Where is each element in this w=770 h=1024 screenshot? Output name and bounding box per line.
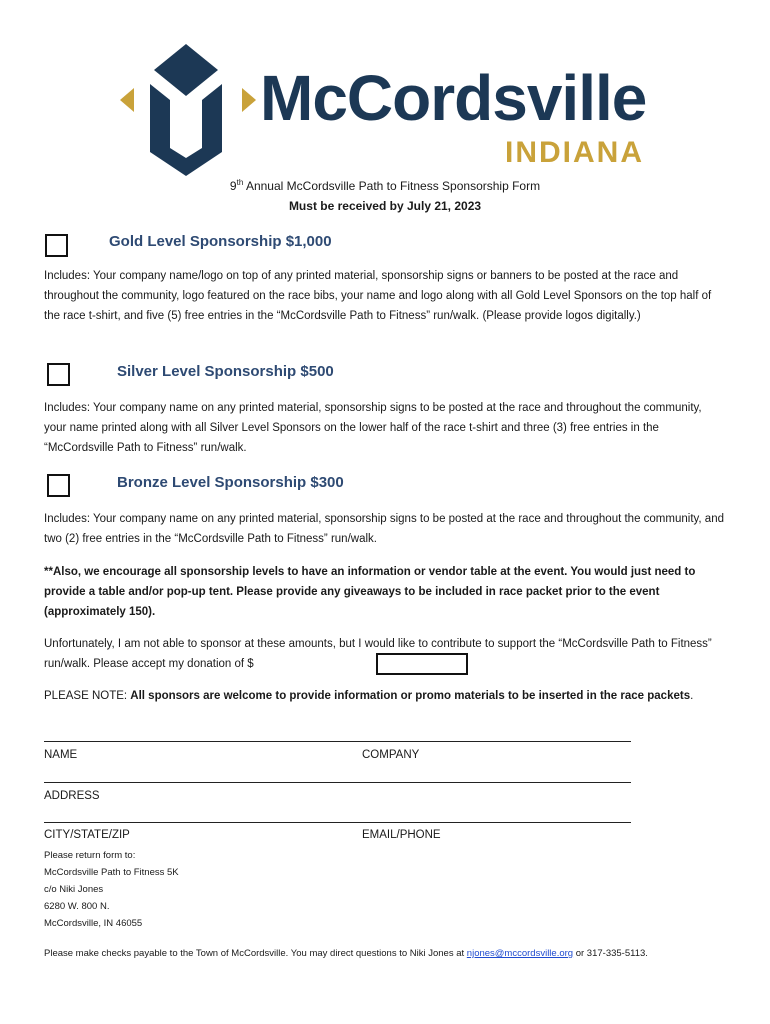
return-address bbox=[44, 847, 179, 932]
donation-amount-field[interactable] bbox=[376, 653, 468, 675]
bronze-level-description: Includes: Your company name on any printed material, sponsorship signs to be posted at the race and throughout the community, and two (2) free entries in the “McCordsville Path to Fitness” run/walk. bbox=[44, 513, 724, 545]
footer-phone: or 317-335-5113. bbox=[573, 948, 648, 959]
please-note-text: All sponsors are welcome to provide information or promo materials to be inserted in the race packets bbox=[130, 690, 691, 702]
mccordsville-logo bbox=[112, 40, 657, 180]
gold-level-checkbox[interactable] bbox=[45, 234, 68, 257]
logo-wordmark: McCordsville bbox=[260, 62, 647, 134]
email-phone-label: EMAIL/PHONE bbox=[362, 829, 441, 841]
silver-level-checkbox[interactable] bbox=[47, 363, 70, 386]
title-ordinal-suffix: th bbox=[236, 178, 244, 187]
address-label: ADDRESS bbox=[44, 790, 100, 802]
gold-level-description: Includes: Your company name/logo on top of any printed material, sponsorship signs or banners to be posted at the race and throughout the community, logo featured on the race bibs, your name and logo along with all Gold Level Sponsors on the top half of the race t-shirt, and five (5) free entries in the “McCordsville Path to Fitness” run/walk. (Please provide logos digitally.) bbox=[44, 270, 712, 322]
contact-email-link[interactable]: njones@mccordsville.org bbox=[466, 948, 574, 959]
title-text: Annual McCordsville Path to Fitness Sponsorship Form bbox=[243, 179, 541, 193]
footer-note bbox=[44, 945, 744, 962]
return-line-1: McCordsville Path to Fitness 5K bbox=[44, 867, 179, 878]
donation-text: Unfortunately, I am not able to sponsor at these amounts, but I would like to contribute to support the “McCordsville Path to Fitness” run/walk. Please accept my donation of $ bbox=[44, 638, 712, 670]
form-title bbox=[0, 178, 770, 193]
return-line-4: McCordsville, IN 46055 bbox=[44, 918, 143, 929]
please-note-end: . bbox=[690, 690, 694, 702]
address-line[interactable] bbox=[44, 782, 631, 783]
please-note bbox=[44, 686, 744, 706]
logo-state: INDIANA bbox=[505, 136, 644, 169]
please-note-label: PLEASE NOTE: bbox=[44, 690, 131, 702]
silver-level-title: Silver Level Sponsorship $500 bbox=[117, 363, 334, 380]
bronze-level-title: Bronze Level Sponsorship $300 bbox=[117, 474, 344, 491]
city-state-zip-label: CITY/STATE/ZIP bbox=[44, 829, 130, 841]
city-email-line[interactable] bbox=[44, 822, 631, 823]
form-deadline: Must be received by July 21, 2023 bbox=[288, 199, 482, 213]
name-company-line[interactable] bbox=[44, 741, 631, 742]
name-label: NAME bbox=[44, 749, 78, 761]
gold-level-title: Gold Level Sponsorship $1,000 bbox=[109, 233, 332, 250]
bronze-level-checkbox[interactable] bbox=[47, 474, 70, 497]
logo-mark-icon bbox=[112, 40, 262, 180]
company-label: COMPANY bbox=[362, 749, 420, 761]
footer-text: Please make checks payable to the Town of McCordsville. You may direct questions to Niki Jones at bbox=[44, 948, 467, 959]
vendor-table-note: **Also, we encourage all sponsorship levels to have an information or vendor table at the event. You would just need to provide a table and/or pop-up tent. Please provide any giveaways to be included in race packet prior to the event (approximately 150). bbox=[44, 566, 696, 618]
return-heading: Please return form to: bbox=[44, 850, 136, 861]
title-ordinal: 9 bbox=[229, 179, 237, 193]
return-line-2: c/o Niki Jones bbox=[44, 884, 104, 895]
silver-level-description: Includes: Your company name on any printed material, sponsorship signs to be posted at the race and throughout the community, your name printed along with all Silver Level Sponsors on the lower half of the race t-shirt and three (3) free entries in the “McCordsville Path to Fitness” run/walk. bbox=[44, 402, 702, 454]
return-line-3: 6280 W. 800 N. bbox=[44, 901, 110, 912]
